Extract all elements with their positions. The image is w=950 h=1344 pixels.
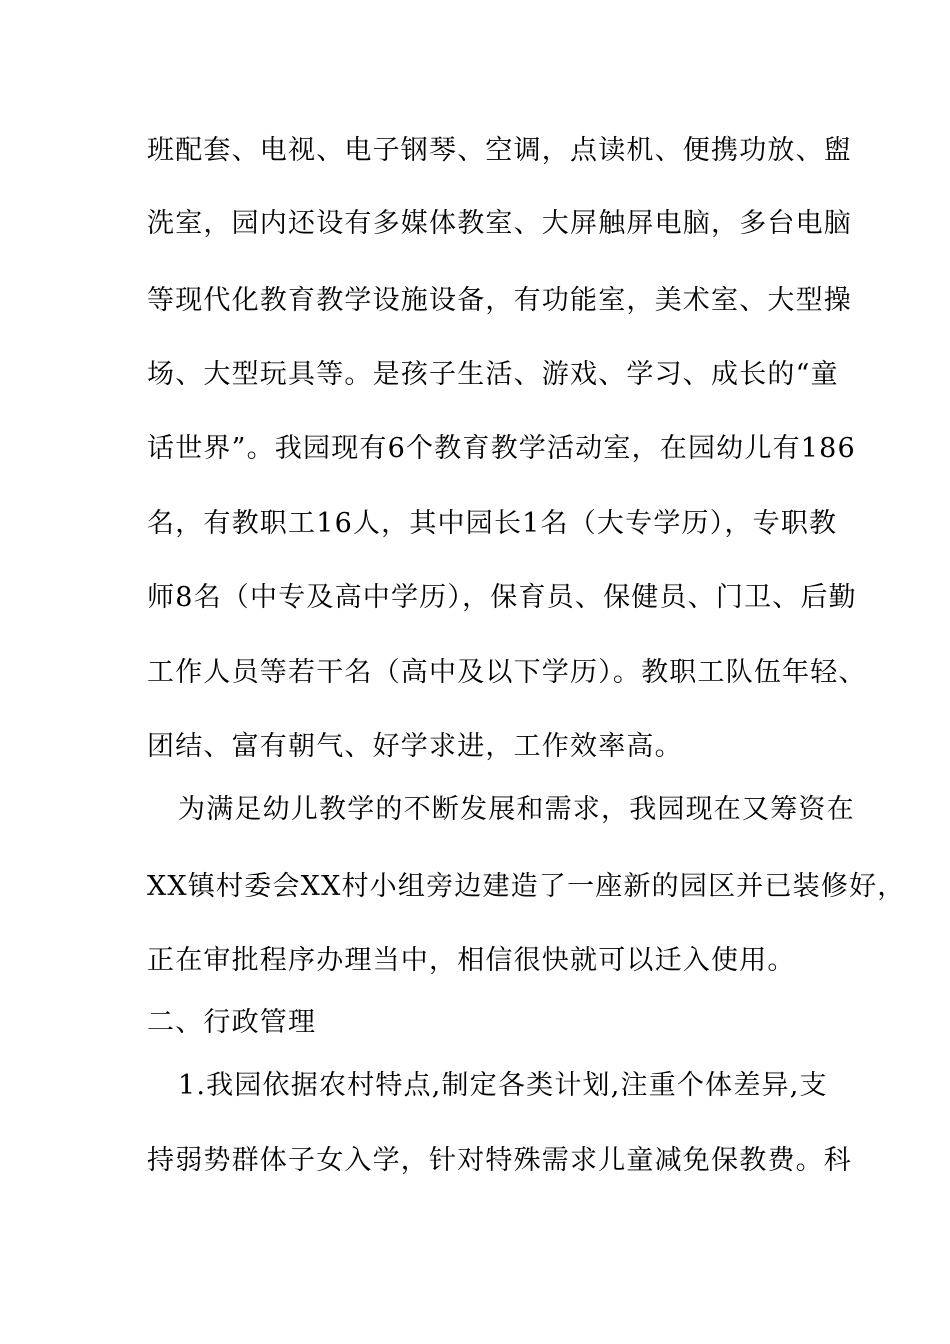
text-line: 正在审批程序办理当中，相信很快就可以迁入使用。 [147, 945, 796, 976]
text-line: 工作人员等若干名（高中及以下学历）。教职工队伍年轻、 [147, 657, 867, 688]
text-line: 名，有教职工16人，其中园长1名（大专学历），专职教 [147, 508, 838, 539]
text-line: 话世界”。我园现有6个教育教学活动室，在园幼儿有186 [147, 433, 856, 464]
text-line: 班配套、电视、电子钢琴、空调，点读机、便携功放、盥 [147, 135, 852, 166]
paragraph-first-line: 为满足幼儿教学的不断发展和需求，我园现在又筹资在 [178, 794, 855, 825]
paragraph-first-line: 1.我园依据农村特点,制定各类计划,注重个体差异,支 [178, 1070, 828, 1101]
text-line: 场、大型玩具等。是孩子生活、游戏、学习、成长的“童 [147, 359, 839, 390]
text-line: 持弱势群体子女入学，针对特殊需求儿童减免保教费。科 [147, 1145, 852, 1176]
text-line: 洗室，园内还设有多媒体教室、大屏触屏电脑，多台电脑 [147, 208, 852, 239]
text-line: 等现代化教育教学设施设备，有功能室，美术室、大型操 [147, 285, 852, 316]
text-line: 师8名（中专及高中学历），保育员、保健员、门卫、后勤 [147, 582, 857, 613]
section-heading: 二、行政管理 [147, 1007, 317, 1038]
text-line: XX镇村委会XX村小组旁边建造了一座新的园区并已装修好， [147, 871, 906, 902]
text-line: 团结、富有朝气、好学求进，工作效率高。 [147, 731, 683, 762]
